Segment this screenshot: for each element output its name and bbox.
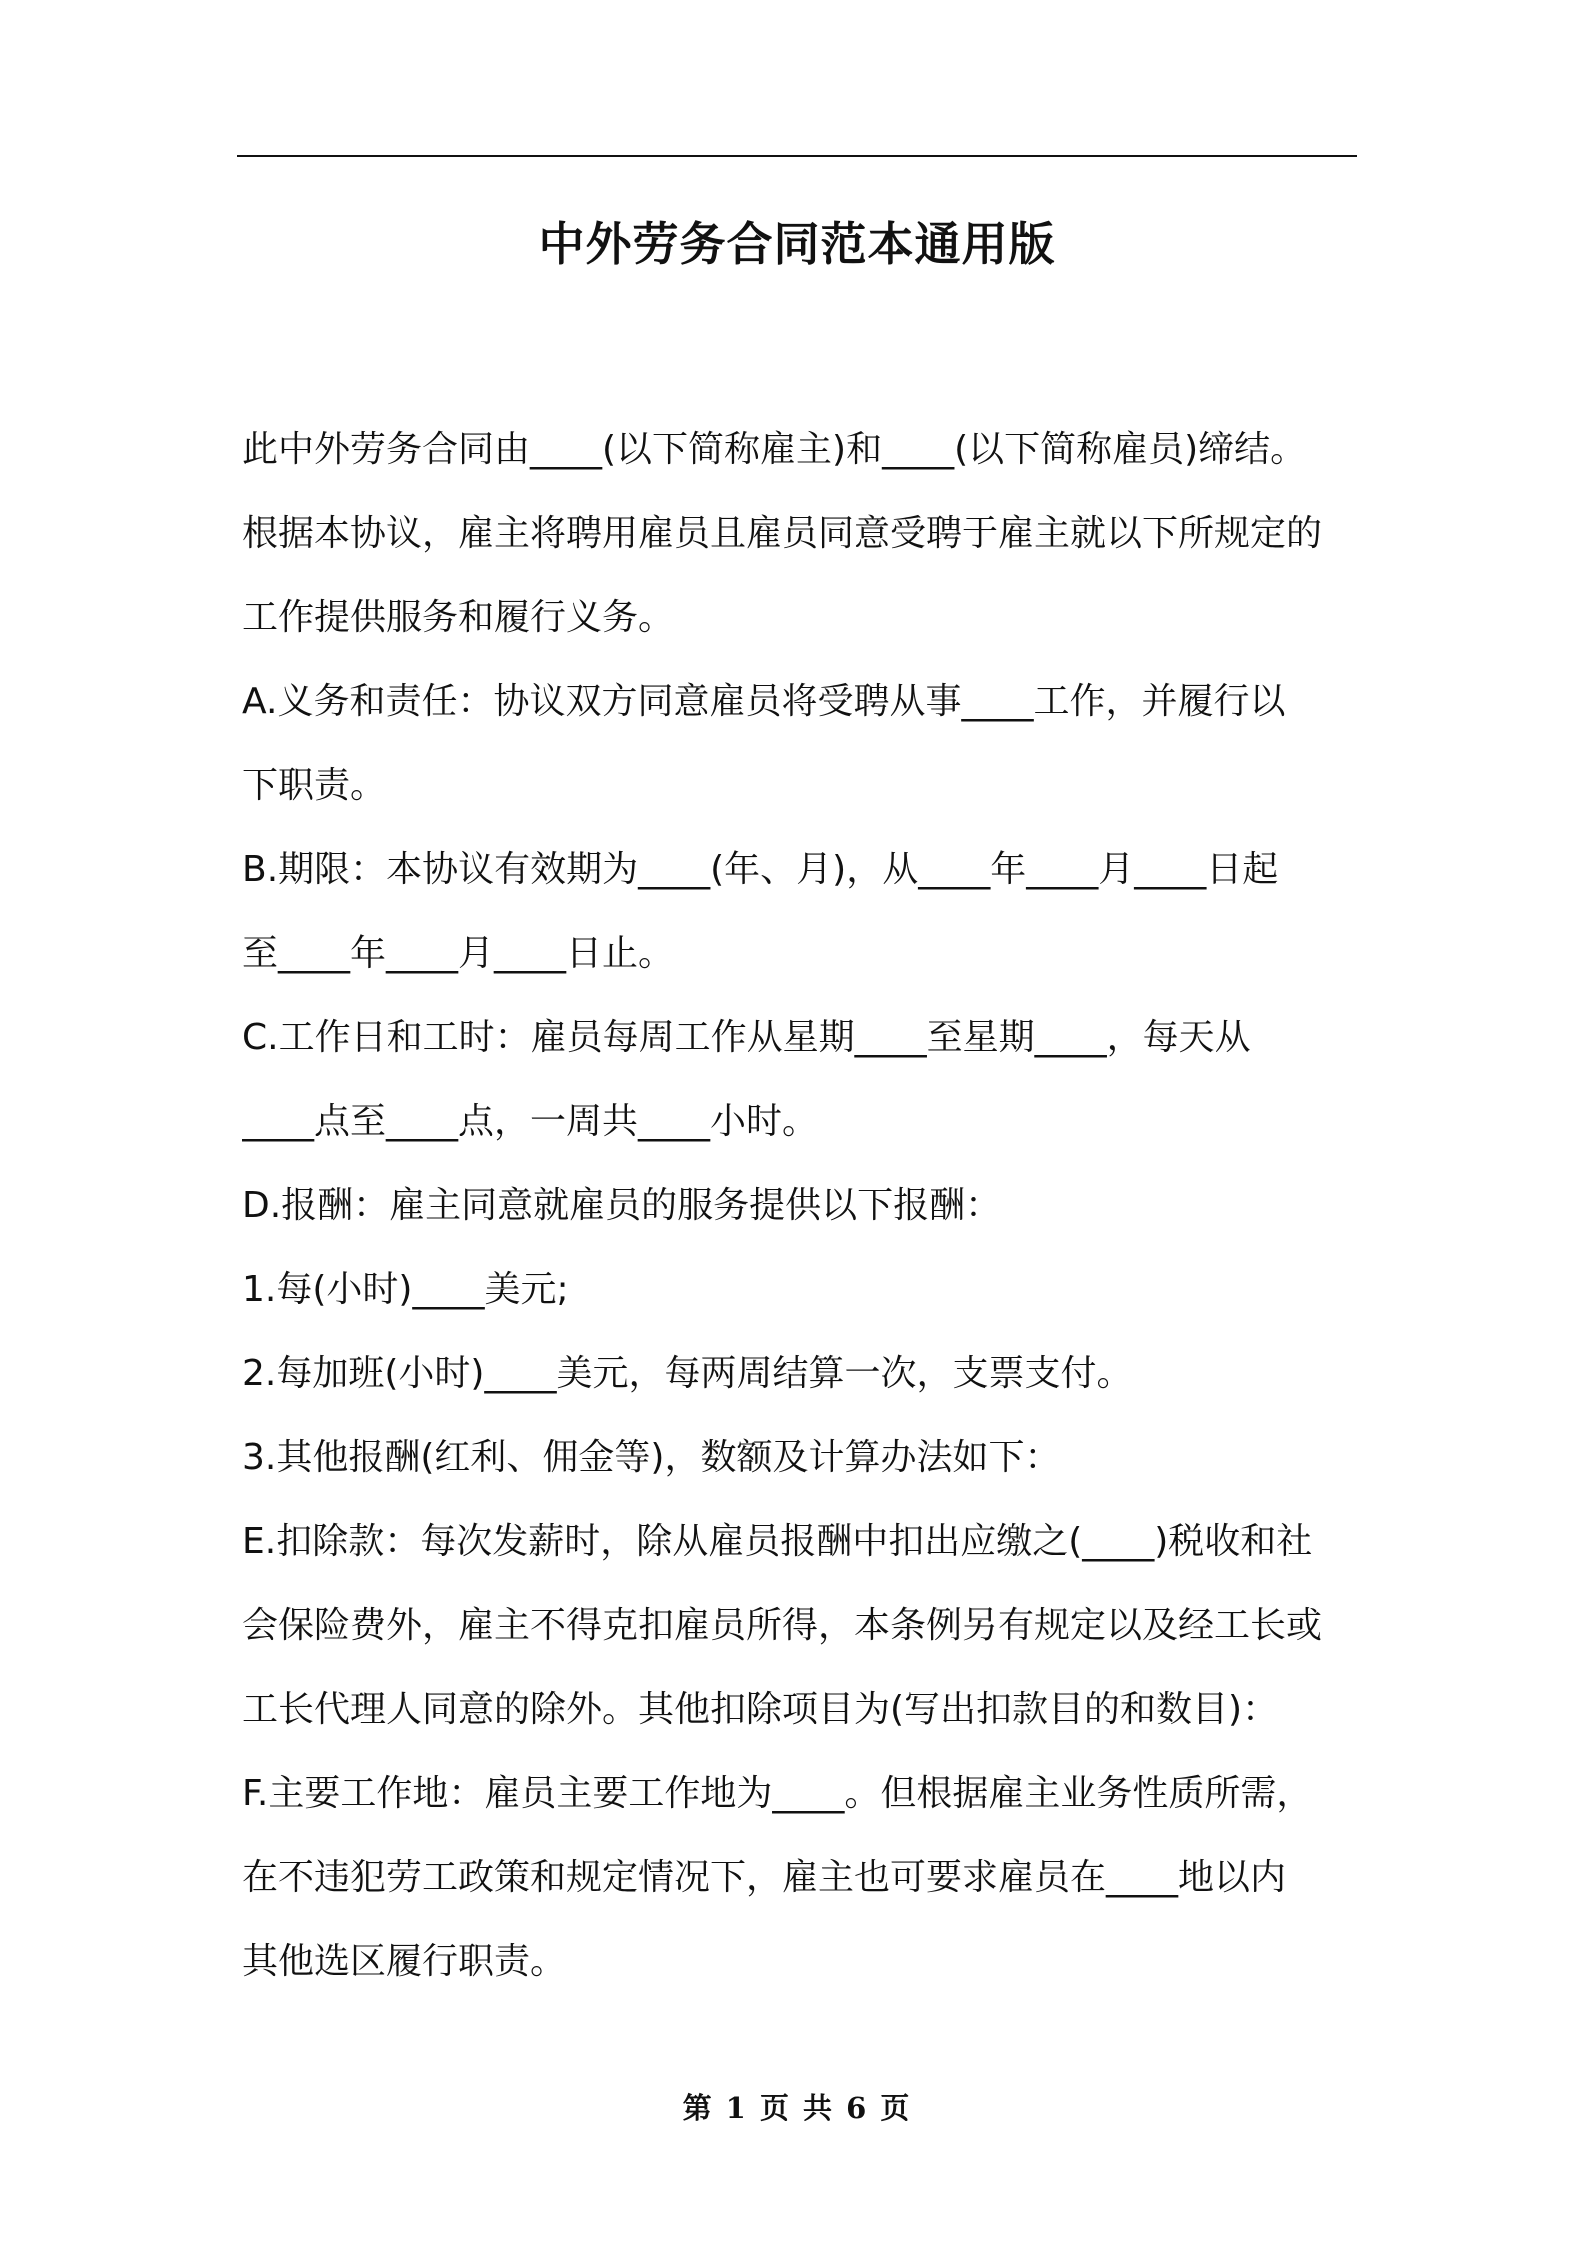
page-number-footer: 第 1 页 共 6 页 [682, 2091, 912, 2125]
body-line: 至____年____月____日止。 [242, 933, 675, 974]
body-line: 工作提供服务和履行义务。 [242, 597, 675, 638]
body-line: 在不违犯劳工政策和规定情况下，雇主也可要求雇员在____地以内 [242, 1857, 1287, 1898]
header-rule [237, 155, 1357, 157]
body-line: E.扣除款：每次发薪时，除从雇员报酬中扣出应缴之(____)税收和社 [242, 1521, 1313, 1562]
body-line: 1.每(小时)____美元; [242, 1269, 569, 1310]
body-line: 其他选区履行职责。 [242, 1941, 567, 1982]
document-title: 中外劳务合同范本通用版 [538, 217, 1056, 271]
body-line: D.报酬：雇主同意就雇员的服务提供以下报酬： [242, 1185, 1002, 1226]
body-line: F.主要工作地：雇员主要工作地为____。但根据雇主业务性质所需， [242, 1773, 1313, 1814]
document-body [242, 408, 1357, 2004]
body-line: A.义务和责任：协议双方同意雇员将受聘从事____工作，并履行以 [242, 681, 1286, 722]
body-line: 工长代理人同意的除外。其他扣除项目为(写出扣款目的和数目)： [242, 1689, 1279, 1730]
body-line: 会保险费外，雇主不得克扣雇员所得，本条例另有规定以及经工长或 [242, 1605, 1323, 1646]
body-line: 此中外劳务合同由____(以下简称雇主)和____(以下简称雇员)缔结。 [242, 429, 1307, 470]
body-line: B.期限：本协议有效期为____(年、月)，从____年____月____日起 [242, 849, 1279, 890]
body-line: C.工作日和工时：雇员每周工作从星期____至星期____，每天从 [242, 1017, 1251, 1058]
body-line: 根据本协议，雇主将聘用雇员且雇员同意受聘于雇主就以下所规定的 [242, 513, 1323, 554]
body-line: 3.其他报酬(红利、佣金等)，数额及计算办法如下： [242, 1437, 1061, 1478]
body-line: 2.每加班(小时)____美元，每两周结算一次，支票支付。 [242, 1353, 1133, 1394]
body-line: 下职责。 [242, 765, 387, 806]
body-line: ____点至____点，一周共____小时。 [242, 1101, 819, 1142]
